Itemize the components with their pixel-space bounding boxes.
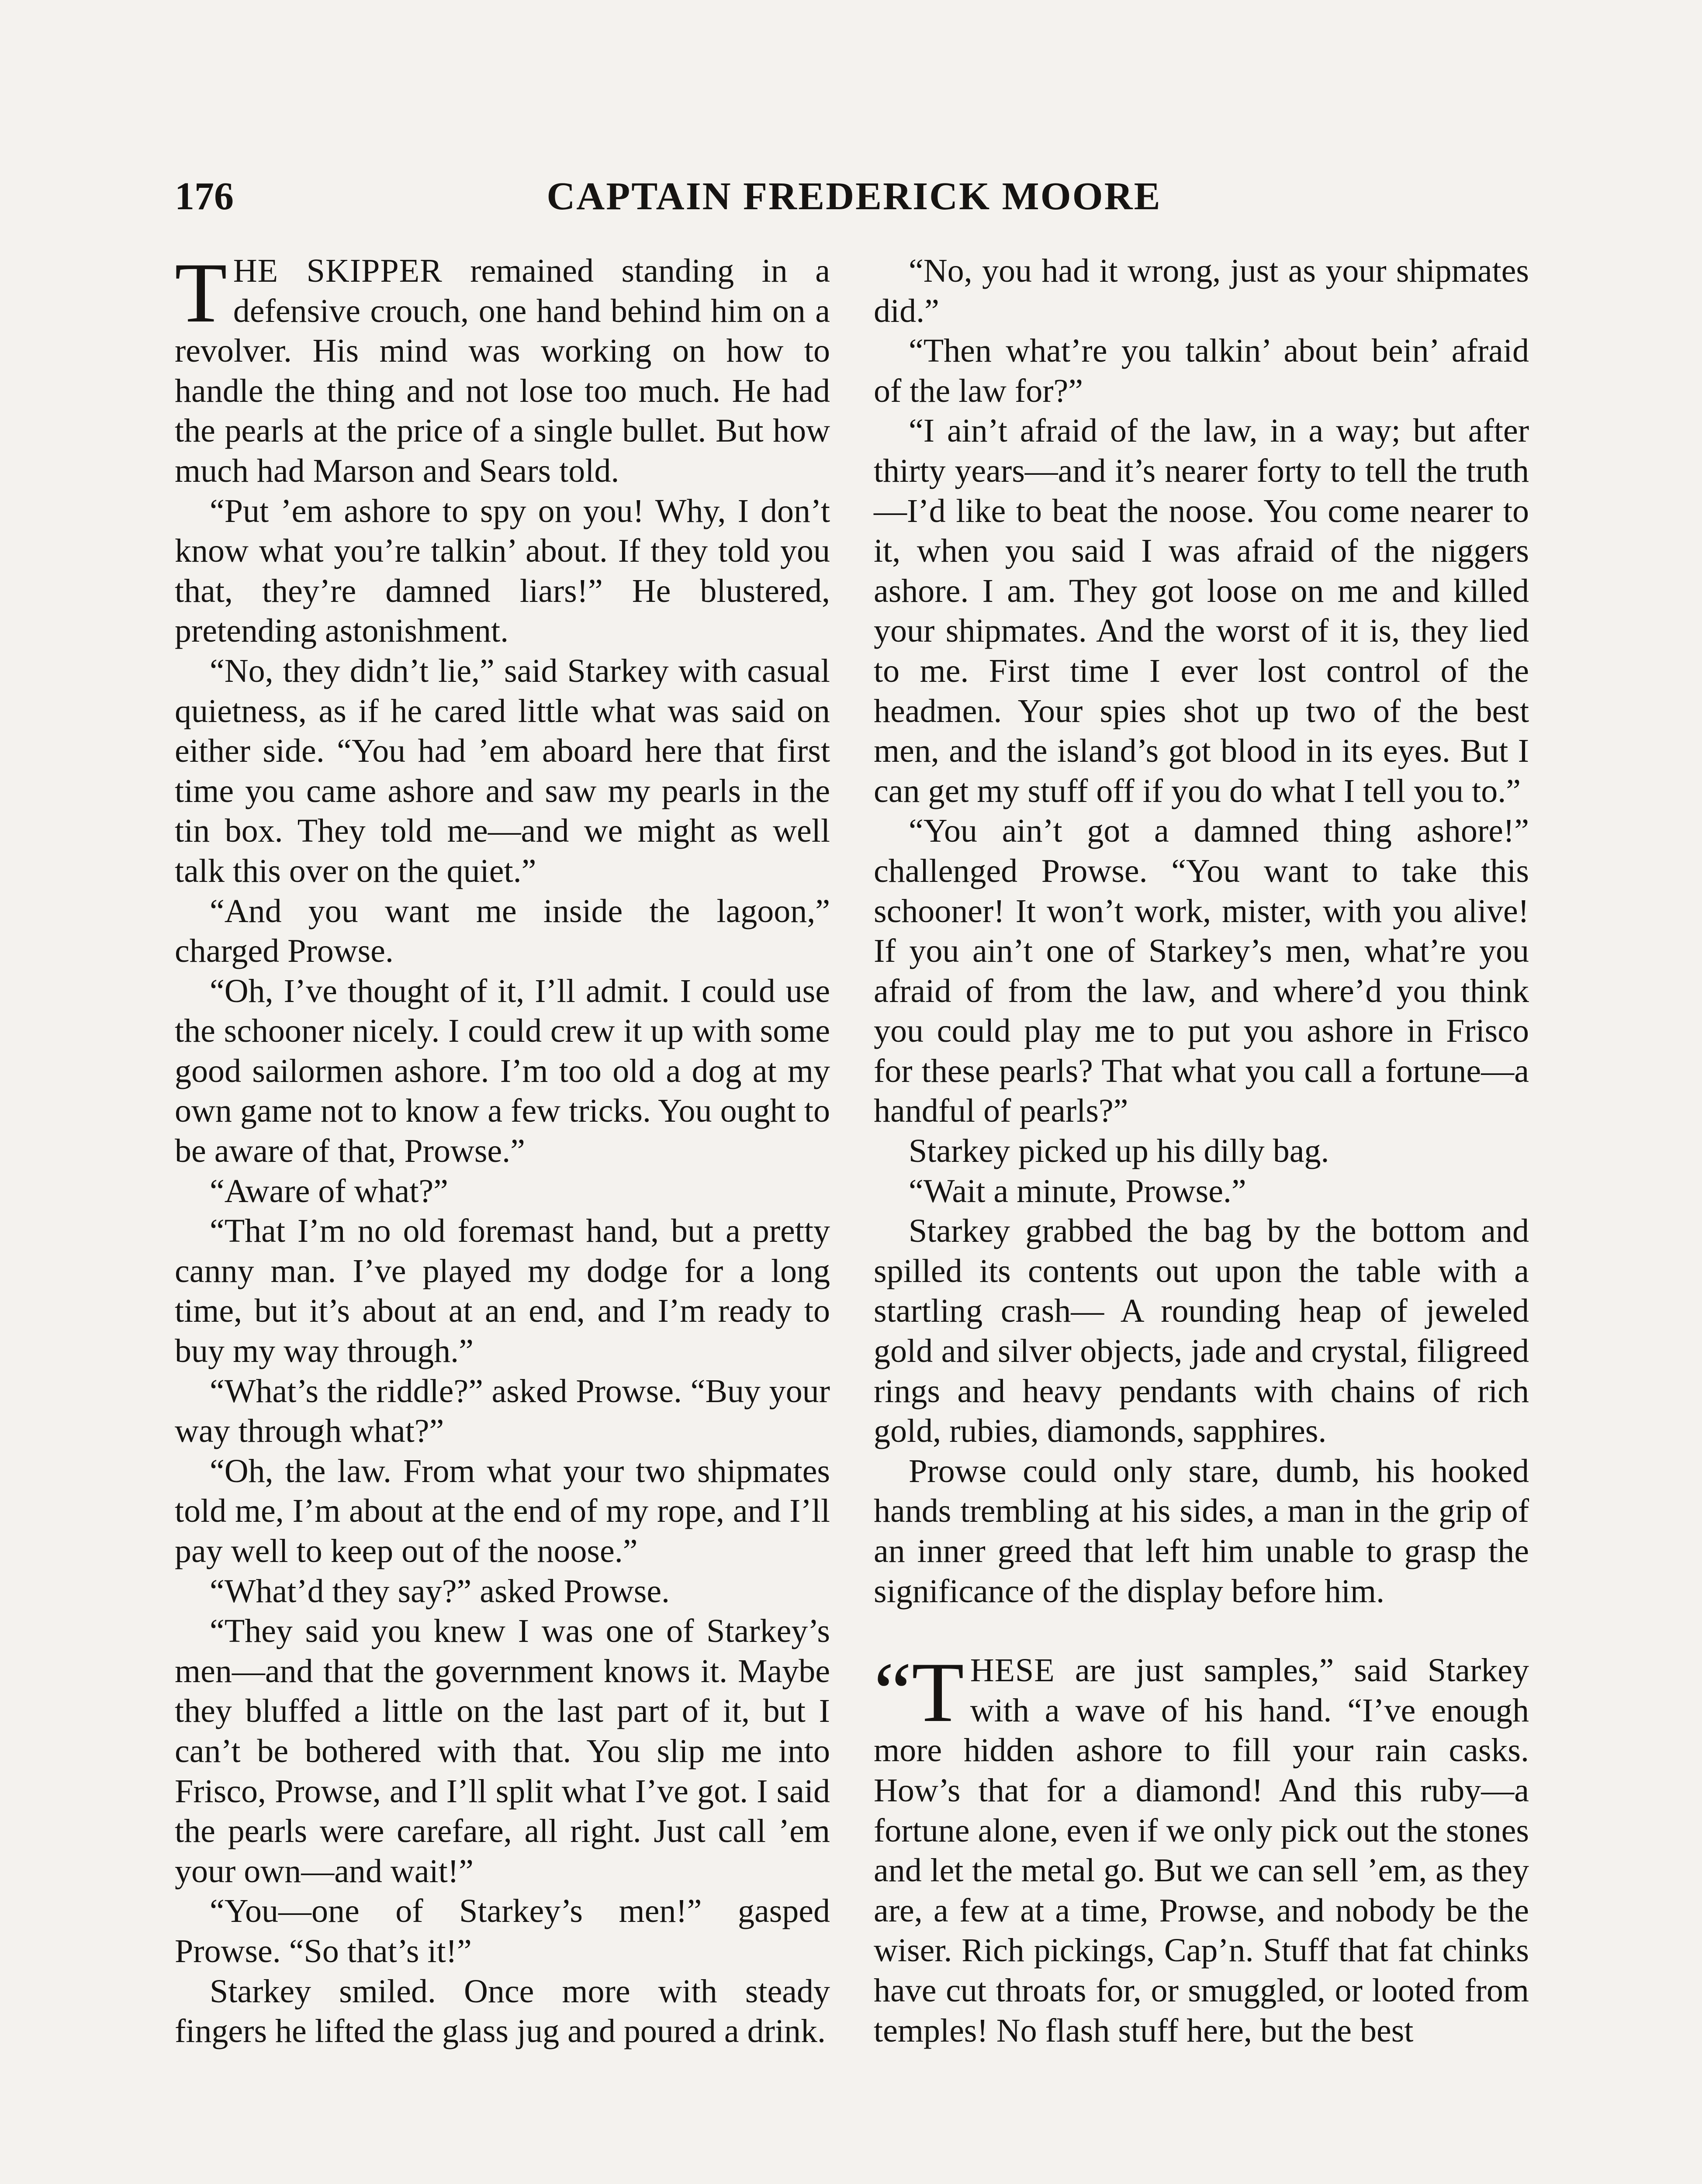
paragraph: “You ain’t got a damned thing ashore!” challenged Prowse. “You want to take this schooner! It won’t work, mister, with you alive! If you ain’t one of Starkey’s men, what’re you afraid of from the law, and where’d you think you could play me to put you ashore in Frisco for these pearls? That what you call a fortune—a handful of pearls?” [874,812,1529,1130]
paragraph: “What’d they say?” asked Prowse. [210,1572,670,1610]
left-column [175,245,830,2052]
paragraph: “Oh, I’ve thought of it, I’ll admit. I could use the schooner nicely. I could crew it up with some good sailormen ashore. I’m too old a dog at my own game not to know a few tricks. You ought to be aware of that, Prowse.” [175,972,830,1170]
paragraph: “They said you knew I was one of Starkey’s men—and that the government knows it. Maybe they bluffed a little on the last part of it, but I can’t be bothered with that. You slip me into Frisco, Prowse, and I’ll split what I’ve got. I said the pearls were carefare, all right. Just call ’em your own—and wait!” [175,1613,830,1890]
lead-in: HE SKIPPER [233,252,443,289]
drop-cap: T [175,245,227,340]
paragraph: “Put ’em ashore to spy on you! Why, I don’t know what you’re talkin’ about. If they told you that, they’re damned liars!” He blustered, pretending astonishment. [175,492,830,650]
paragraph-text: remained standing in a defensive crouch, one hand behind him on a revolver. His mind was working on how to handle the thing and not lose too much. He had the pearls at the price of a single bullet. But how much had Marson and Sears told. [175,252,830,489]
paragraph: “No, you had it wrong, just as your shipmates did.” [874,252,1529,329]
page-number: 176 [175,175,234,218]
section-opening-paragraph [874,1645,1529,2051]
paragraph: “Wait a minute, Prowse.” [909,1172,1246,1209]
paragraph: Starkey grabbed the bag by the bottom and spilled its contents out upon the table with a startling crash— A rounding heap of jeweled gold and silver objects, jade and crystal, filigreed rings and heavy pendants with chains of rich gold, rubies, diamonds, sapphires. [874,1213,1529,1450]
paragraph: “And you want me inside the lagoon,” charged Prowse. [175,892,830,970]
paragraph: “I ain’t afraid of the law, in a way; but after thirty years—and it’s nearer forty to tell the truth—I’d like to beat the noose. You come nearer to it, when you said I was afraid of the niggers ashore. I am. They got loose on me and killed your shipmates. And the worst of it is, they lied to me. First time I ever lost control of the headmen. Your spies shot up two of the best men, and the island’s got blood in its eyes. But I can get my stuff off if you do what I tell you to.” [874,412,1529,809]
lead-in: HESE [970,1652,1055,1689]
paragraph: Prowse could only stare, dumb, his hooked hands trembling at his sides, a man in the grip of an inner greed that left him unable to grasp the significance of the display before him. [874,1452,1529,1610]
paragraph: Starkey picked up his dilly bag. [909,1133,1329,1170]
running-title: CAPTAIN FREDERICK MOORE [547,175,1162,218]
opening-paragraph [175,245,830,491]
paragraph: “You—one of Starkey’s men!” gasped Prowse. “So that’s it!” [175,1893,830,1970]
drop-cap-letter: T [912,1645,964,1740]
right-column [874,251,1529,2051]
drop-cap [874,1645,964,1740]
paragraph: “Aware of what?” [210,1172,448,1209]
paragraph: “That I’m no old foremast hand, but a pretty canny man. I’ve played my dodge for a long time, but it’s about at an end, and I’m ready to buy my way through.” [175,1213,830,1370]
paragraph: “No, they didn’t lie,” said Starkey with casual quietness, as if he cared little what was said on either side. “You had ’em aboard here that first time you came ashore and saw my pearls in the tin box. They told me—and we might as well talk this over on the quiet.” [175,652,830,889]
paragraph: “What’s the riddle?” asked Prowse. “Buy your way through what?” [175,1372,830,1450]
paragraph-text: are just samples,” said Starkey with a wave of his hand. “I’ve enough more hidden ashore to fill your rain casks. How’s that for a diamond! And this ruby—a fortune alone, even if we only pick out the stones and let the metal go. But we can sell ’em, as they are, a few at a time, Prowse, and nobody be the wiser. Rich pickings, Cap’n. Stuff that fat chinks have cut throats for, or smuggled, or looted from temples! No flash stuff here, but the best [874,1652,1529,2049]
paragraph: Starkey smiled. Once more with steady fingers he lifted the glass jug and poured a drink. [175,1973,830,2050]
drop-cap-quote: “ [874,1645,912,1740]
paragraph: “Oh, the law. From what your two shipmates told me, I’m about at the end of my rope, and I’ll pay well to keep out of the noose.” [175,1452,830,1569]
page-header [175,166,1533,227]
paragraph: “Then what’re you talkin’ about bein’ afraid of the law for?” [874,332,1529,409]
